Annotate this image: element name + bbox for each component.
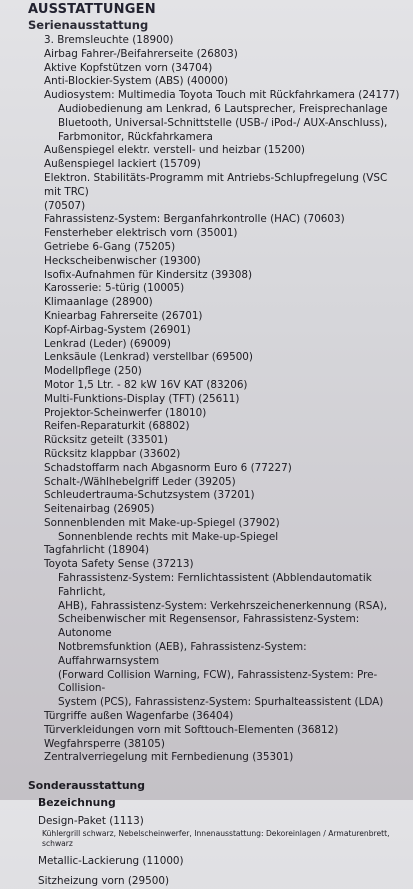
page-title: AUSSTATTUNGEN xyxy=(28,2,156,17)
list-item: Zentralverriegelung mit Fernbedienung (35301) xyxy=(44,751,294,764)
list-subitem: Scheibenwischer mit Regensensor, Fahrassistenz-System: Autonome xyxy=(58,613,360,640)
list-subitem: AHB), Fahrassistenz-System: Verkehrszeichenerkennung (RSA), xyxy=(58,599,388,612)
list-item: Rücksitz geteilt (33501) xyxy=(44,434,168,447)
list-item: Kopf-Airbag-System (26901) xyxy=(44,323,191,336)
option-label: Metallic-Lackierung (11000) xyxy=(38,855,184,868)
sonder-heading: Sonderausstattung xyxy=(28,779,145,793)
list-subitem: (Forward Collision Warning, FCW), Fahrassistenz-System: Pre-Collision- xyxy=(58,668,378,695)
list-item: Projektor-Scheinwerfer (18010) xyxy=(44,406,207,419)
list-item: Kniearbag Fahrerseite (26701) xyxy=(44,309,203,322)
list-item: Airbag Fahrer-/Beifahrerseite (26803) xyxy=(44,47,238,60)
list-item: Fahrassistenz-System: Berganfahrkontrolle (HAC) (70603) xyxy=(44,213,345,226)
list-subitem: Farbmonitor, Rückfahrkamera xyxy=(58,130,213,143)
list-item: Multi-Funktions-Display (TFT) (25611) xyxy=(44,392,240,405)
option-label: Design-Paket (1113) xyxy=(38,815,144,828)
list-item: Lenksäule (Lenkrad) verstellbar (69500) xyxy=(44,351,253,364)
list-item: Lenkrad (Leder) (69009) xyxy=(44,337,171,350)
list-subitem: Fahrassistenz-System: Fernlichtassistent (Abblendautomatik Fahrlicht, xyxy=(58,572,372,598)
list-item: Getriebe 6-Gang (75205) xyxy=(44,240,176,253)
list-subitem: Bluetooth, Universal-Schnittstelle (USB-/ iPod-/ AUX-Anschluss), xyxy=(58,116,388,129)
list-item: Anti-Blockier-System (ABS) (40000) xyxy=(44,75,229,88)
serien-list xyxy=(30,34,407,765)
list-item: Sonnenblenden mit Make-up-Spiegel (37902) xyxy=(44,516,280,529)
list-item: 3. Bremsleuchte (18900) xyxy=(44,34,174,46)
list-subitem: Audiobedienung am Lenkrad, 6 Lautsprecher, Freisprechanlage xyxy=(58,102,388,115)
list-item: Außenspiegel lackiert (15709) xyxy=(44,158,201,171)
list-item: Schadstoffarm nach Abgasnorm Euro 6 (77227) xyxy=(44,461,292,474)
list-item: Schleudertrauma-Schutzsystem (37201) xyxy=(44,489,255,502)
list-item: Audiosystem: Multimedia Toyota Touch mit Rückfahrkamera (24177) xyxy=(44,89,400,102)
list-item: (70507) xyxy=(44,199,86,212)
list-item: Fensterheber elektrisch vorn (35001) xyxy=(44,227,238,240)
list-item: Reifen-Reparaturkit (68802) xyxy=(44,420,190,433)
list-item: Außenspiegel elektr. verstell- und heizbar (15200) xyxy=(44,144,305,157)
list-item: Türverkleidungen vorn mit Softtouch-Elementen (36812) xyxy=(44,723,339,736)
list-item: Motor 1,5 Ltr. - 82 kW 16V KAT (83206) xyxy=(44,378,248,391)
option-note: Kühlergrill schwarz, Nebelscheinwerfer, Innenausstattung: Dekoreinlagen / Armaturenbrett, schwarz xyxy=(42,829,390,849)
list-item: Elektron. Stabilitäts-Programm mit Antriebs-Schlupfregelung (VSC mit TRC) xyxy=(44,171,388,198)
list-item: Türgriffe außen Wagenfarbe (36404) xyxy=(44,710,234,723)
option-label: Sitzheizung vorn (29500) xyxy=(38,875,170,888)
list-item: Seitenairbag (26905) xyxy=(44,503,155,516)
list-item: Karosserie: 5-türig (10005) xyxy=(44,282,185,295)
list-item: Toyota Safety Sense (37213) xyxy=(44,558,194,571)
list-subitem: Sonnenblende rechts mit Make-up-Spiegel xyxy=(58,530,279,543)
list-item: Tagfahrlicht (18904) xyxy=(44,544,150,557)
list-item: Klimaanlage (28900) xyxy=(44,296,153,309)
list-item: Wegfahrsperre (38105) xyxy=(44,737,165,750)
list-item: Isofix-Aufnahmen für Kindersitz (39308) xyxy=(44,268,253,281)
list-item: Schalt-/Wählhebelgriff Leder (39205) xyxy=(44,475,236,488)
list-item: Modellpflege (250) xyxy=(44,365,142,378)
list-subitem: Notbremsfunktion (AEB), Fahrassistenz-System: Auffahrwarnsystem xyxy=(58,641,307,667)
list-item: Heckscheibenwischer (19300) xyxy=(44,254,201,267)
serien-heading: Serienausstattung xyxy=(28,18,149,32)
list-item: Rücksitz klappbar (33602) xyxy=(44,447,181,460)
list-item: Aktive Kopfstützen vorn (34704) xyxy=(44,61,213,74)
column-label: Bezeichnung xyxy=(38,796,116,810)
list-subitem: System (PCS), Fahrassistenz-System: Spurhalteassistent (LDA) xyxy=(58,696,384,709)
